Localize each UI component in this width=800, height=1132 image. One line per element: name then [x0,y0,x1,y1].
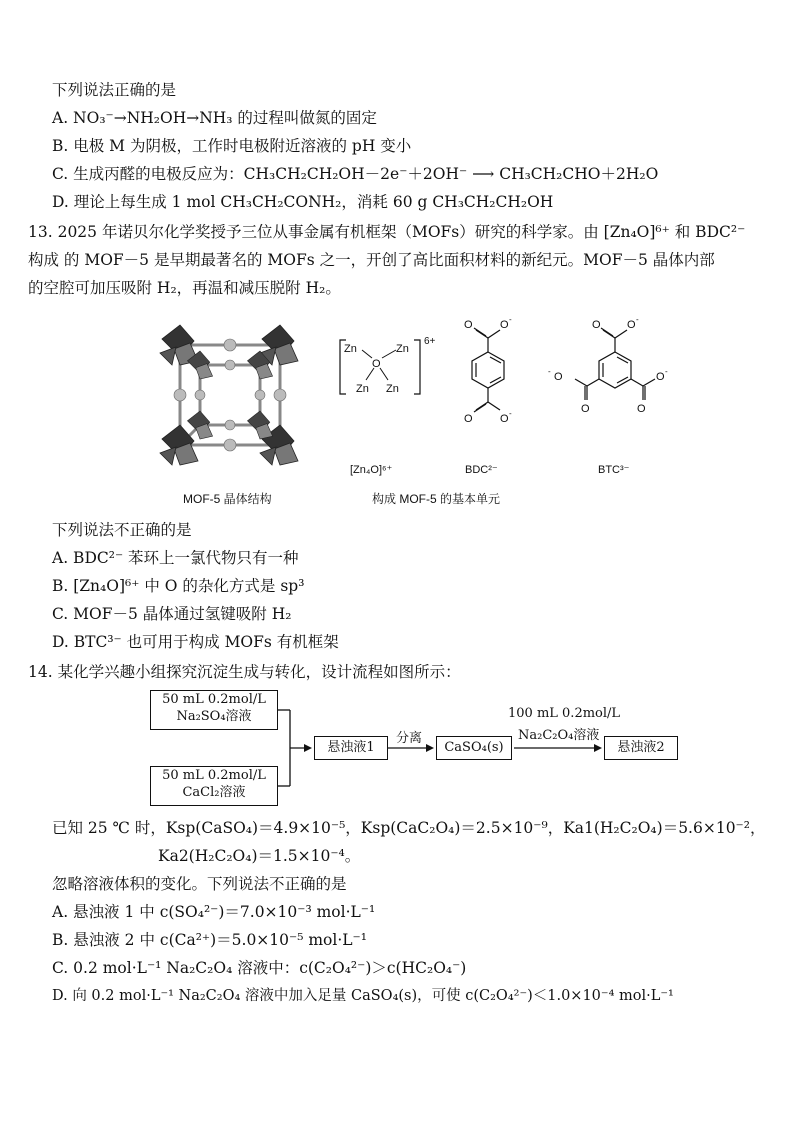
suspension-1-box: 悬浊液1 [314,736,388,760]
btc-label: BTC³⁻ [598,464,630,476]
separation-label: 分离 [396,731,423,746]
bdc-label: BDC²⁻ [465,464,498,476]
q12-prompt: 下列说法正确的是 [52,81,177,99]
zn-atom-label: Zn [344,343,357,355]
cacl2-label: CaCl₂溶液 [182,785,246,800]
q13-option-b: B. [Zn₄O]⁶⁺ 中 O 的杂化方式是 sp³ [52,577,305,595]
svg-text:O: O [554,371,563,383]
q13-option-a: A. BDC²⁻ 苯环上一氯代物只有一种 [52,549,299,567]
q14-known-constants-line2: Ka2(H₂C₂O₄)＝1.5×10⁻⁴。 [158,847,361,865]
charge-label: 6+ [424,336,436,347]
svg-text:-: - [636,315,639,324]
cacl2-concentration: 50 mL 0.2mol/L [162,768,266,783]
q14-known-constants-line1: 已知 25 ℃ 时，Ksp(CaSO₄)＝4.9×10⁻⁵，Ksp(CaC₂O₄)＝2.5×10⁻⁹，Ka1(H₂C₂O₄)＝5.6×10⁻²， [52,819,766,837]
cacl2-solution-box [150,766,278,806]
q12-option-d: D. 理论上每生成 1 mol CH₃CH₂CONH₂，消耗 60 g CH₃CH₂CH₂OH [52,193,554,211]
zn-atom-label: Zn [396,343,409,355]
mof5-structure-caption: MOF-5 晶体结构 [183,492,272,506]
zn-atom-label: Zn [386,383,399,395]
q14-prompt: 忽略溶液体积的变化。下列说法不正确的是 [52,875,347,893]
q13-stem-line2: 构成 的 MOF－5 是早期最著名的 MOFs 之一，开创了高比面积材料的新纪元。MOF－5 晶体内部 [28,251,715,269]
svg-text:-: - [509,315,512,324]
svg-text:-: - [548,367,551,376]
suspension-2-box: 悬浊液2 [604,736,678,760]
caso4-solid-box: CaSO₄(s) [436,736,512,760]
zn4o-cluster-diagram [336,332,446,407]
btc-structure-diagram [540,308,690,438]
q14-option-d: D. 向 0.2 mol·L⁻¹ Na₂C₂O₄ 溶液中加入足量 CaSO₄(s)，可使 c(C₂O₄²⁻)＜1.0×10⁻⁴ mol·L⁻¹ [52,988,674,1004]
na2so4-concentration: 50 mL 0.2mol/L [162,692,266,707]
bdc-structure-diagram [450,308,540,438]
svg-text:O: O [500,319,509,331]
mof5-crystal-structure-image [140,305,320,485]
svg-text:-: - [509,409,512,418]
svg-text:O: O [592,319,601,331]
svg-text:O: O [637,403,646,415]
na2c2o4-label: Na₂C₂O₄溶液 [518,728,600,743]
q13-option-c: C. MOF－5 晶体通过氢键吸附 H₂ [52,605,292,623]
q13-option-d: D. BTC³⁻ 也可用于构成 MOFs 有机框架 [52,633,339,651]
svg-text:-: - [665,367,668,376]
zn4o-label: [Zn₄O]⁶⁺ [350,464,393,476]
basic-units-caption: 构成 MOF-5 的基本单元 [372,492,500,506]
svg-text:O: O [581,403,590,415]
q12-option-b: B. 电极 M 为阴极，工作时电极附近溶液的 pH 变小 [52,137,412,155]
q14-option-c: C. 0.2 mol·L⁻¹ Na₂C₂O₄ 溶液中：c(C₂O₄²⁻)＞c(HC₂O₄⁻) [52,959,467,977]
svg-text:O: O [464,413,473,425]
q12-option-a: A. NO₃⁻→NH₂OH→NH₃ 的过程叫做氮的固定 [52,109,377,127]
na2so4-label: Na₂SO₄溶液 [176,709,252,724]
svg-text:O: O [656,371,665,383]
svg-text:O: O [627,319,636,331]
svg-text:O: O [464,319,473,331]
q12-option-c: C. 生成丙醛的电极反应为：CH₃CH₂CH₂OH－2e⁻＋2OH⁻ ⟶ CH₃CH₂CHO＋2H₂O [52,165,659,183]
o-atom-label: O [372,358,381,370]
q14-option-b: B. 悬浊液 2 中 c(Ca²⁺)＝5.0×10⁻⁵ mol·L⁻¹ [52,931,367,949]
zn-atom-label: Zn [356,383,369,395]
q14-option-a: A. 悬浊液 1 中 c(SO₄²⁻)＝7.0×10⁻³ mol·L⁻¹ [52,903,376,921]
q13-prompt: 下列说法不正确的是 [52,521,192,539]
na2so4-solution-box [150,690,278,730]
q13-stem-line3: 的空腔可加压吸附 H₂，再温和减压脱附 H₂。 [28,279,341,297]
q13-stem-line1: 13. 2025 年诺贝尔化学奖授予三位从事金属有机框架（MOFs）研究的科学家。由 [Zn₄O]⁶⁺ 和 BDC²⁻ [28,223,746,241]
na2c2o4-concentration: 100 mL 0.2mol/L [508,706,621,721]
q14-stem: 14. 某化学兴趣小组探究沉淀生成与转化，设计流程如图所示： [28,663,461,681]
svg-text:O: O [500,413,509,425]
